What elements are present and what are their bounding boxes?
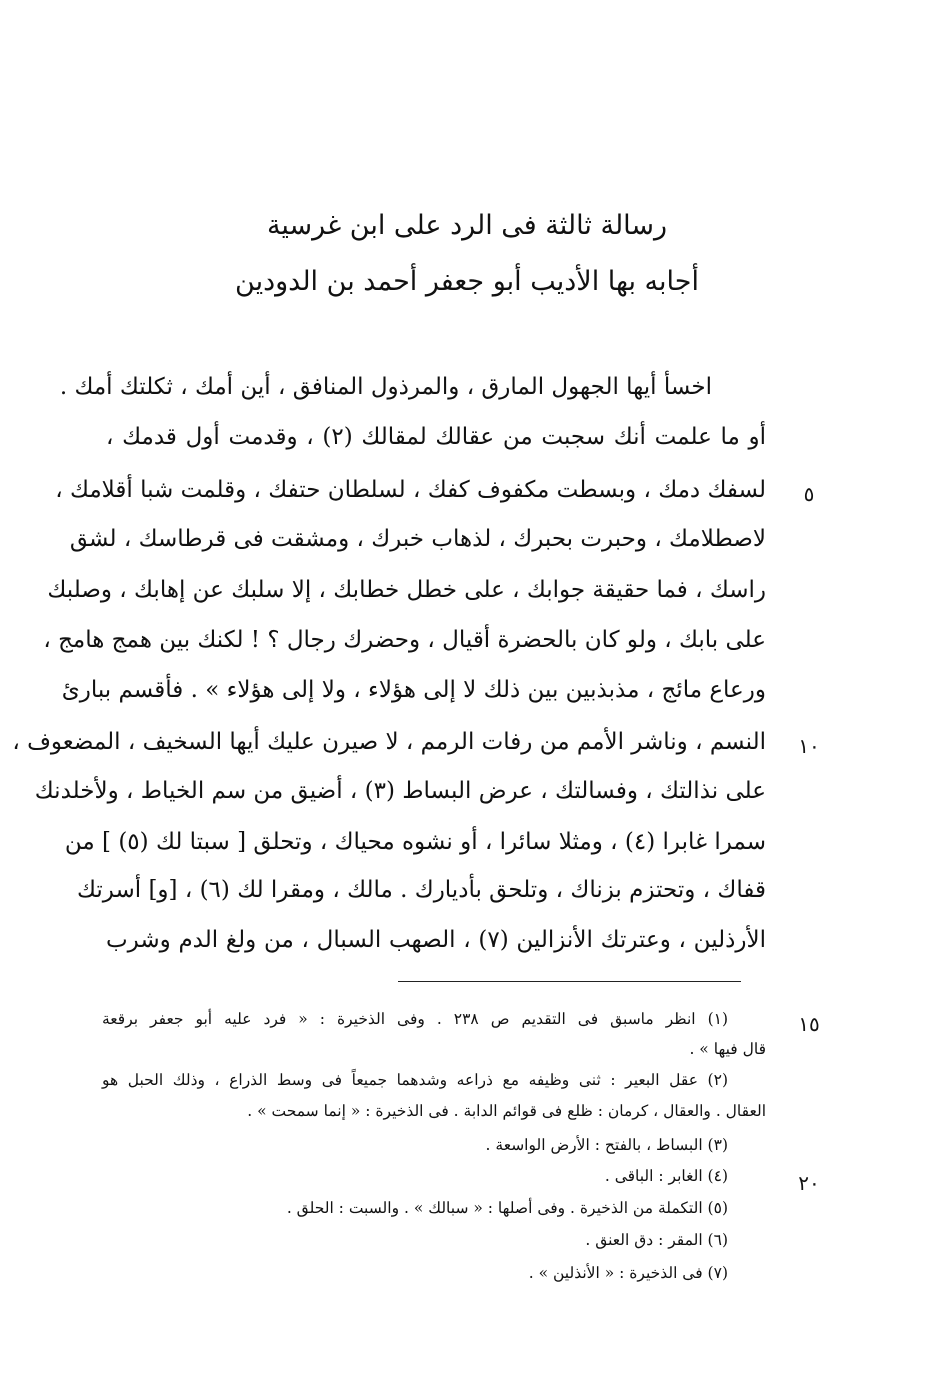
footnote-line: (٧) فى الذخيرة : « الأنذلين » . — [528, 1264, 728, 1282]
line-number: ٥ — [803, 482, 815, 506]
body-line: قفاك ، وتحتزم بزناك ، وتلحق بأديارك . مالك ، ومقرا لك (٦) ، [و] أسرتك — [77, 877, 766, 903]
footnote-line: (٣) البساط ، بالفتح : الأرض الواسعة . — [485, 1136, 728, 1154]
footnote-line: (٢) عقل البعير : ثنى وظيفه مع ذراعه وشدهما جميعاً فى وسط الذراع ، وذلك الحبل هو — [102, 1071, 728, 1089]
footnote-line: قال فيها » . — [689, 1040, 766, 1058]
body-line: على نذالتك ، وفسالتك ، عرض البساط (٣) ، أضيق من سم الخياط ، ولأخلدنك — [34, 778, 766, 804]
footnote-separator — [398, 981, 741, 982]
footnote-line: (٥) التكملة من الذخيرة . وفى أصلها : « سبالك » . والسبت : الحلق . — [286, 1199, 728, 1217]
body-line: الأرذلين ، وعترتك الأنزالين (٧) ، الصهب السبال ، من ولغ الدم وشرب — [106, 927, 767, 953]
body-line: راسك ، فما حقيقة جوابك ، على خطل خطابك ، إلا سلبك عن إهابك ، وصلبك — [47, 577, 766, 603]
document-subtitle: أجابه بها الأديب أبو جعفر أحمد بن الدودين — [235, 266, 699, 297]
line-number: ١٥ — [798, 1012, 820, 1036]
body-line: النسم ، وناشر الأمم من رفات الرمم ، لا صيرن عليك أيها السخيف ، المضعوف ، — [12, 729, 766, 755]
body-line: على بابك ، ولو كان بالحضرة أقيال ، وحضرك رجال ؟ ! لكنك بين همج هامج ، — [43, 627, 766, 653]
line-number: ١٠ — [798, 734, 820, 758]
body-line: أو ما علمت أنك سجبت من عقالك لمقالك (٢) ، وقدمت أول قدمك ، — [106, 424, 766, 450]
body-line: لسفك دمك ، وبسطت مكفوف كفك ، لسلطان حتفك ، وقلمت شبا أقلامك ، — [55, 477, 766, 503]
footnote-line: (٤) الغابر : الباقى . — [604, 1167, 728, 1185]
footnote-line: (١) انظر ماسبق فى التقديم ص ٢٣٨ . وفى الذخيرة : « فرد عليه أبو جعفر برقعة — [102, 1010, 729, 1028]
body-line: سمرا غابرا (٤) ، ومثلا سائرا ، أو نشوه محياك ، وتحلق [ سبتا لك (٥) ] من — [64, 829, 766, 855]
footnote-line: (٦) المقر : دق العنق . — [585, 1231, 728, 1249]
body-line: اخسأ أيها الجهول المارق ، والمرذول المنافق ، أين أمك ، ثكلتك أمك . — [59, 374, 712, 400]
footnote-line: العقال . والعقال ، كرمان : ظلع فى قوائم الدابة . فى الذخيرة : « إنما سمحت » . — [247, 1102, 766, 1120]
document-title: رسالة ثالثة فى الرد على ابن غرسية — [266, 210, 668, 241]
body-line: لاصطلامك ، وحبرت بحبرك ، لذهاب خبرك ، ومشقت فى قرطاسك ، لشق — [69, 526, 766, 552]
line-number: ٢٠ — [798, 1171, 820, 1195]
body-line: ورعاع مائج ، مذبذبين بين ذلك لا إلى هؤلاء ، ولا إلى هؤلاء » . فأقسم ببارئ — [61, 677, 766, 703]
